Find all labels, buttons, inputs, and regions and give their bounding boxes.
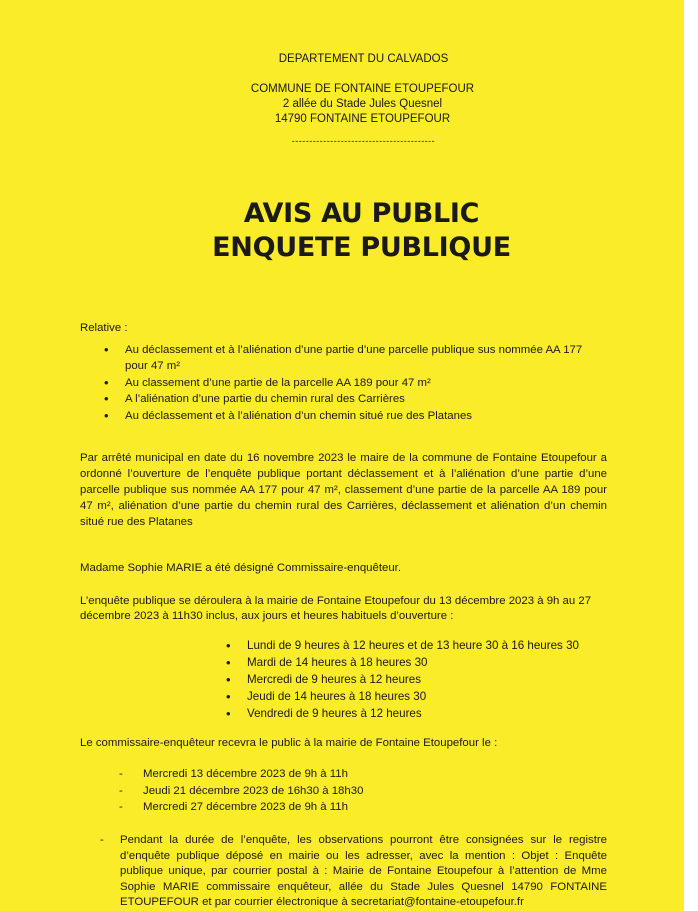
title-line-1: AVIS AU PUBLIC [243, 198, 480, 229]
commissaire-paragraph: Madame Sophie MARIE a été désigné Commissaire-enquêteur. [80, 562, 402, 575]
title-line-2: ENQUETE PUBLIQUE [212, 232, 511, 263]
commune-name: COMMUNE DE FONTAINE ETOUPEFOUR [250, 83, 475, 95]
list-item: • Au classement d’une partie de la parcelle AA 189 pour 47 m² [104, 375, 607, 392]
list-item: • Au déclassement et à l’aliénation d’un chemin situé rue des Platanes [104, 408, 607, 425]
list-item: • Mardi de 14 heures à 18 heures 30 [226, 654, 607, 671]
address-line-2: 14790 FONTAINE ETOUPEFOUR [274, 113, 451, 125]
address-line-1: 2 allée du Stade Jules Quesnel [282, 98, 443, 110]
list-item: • Mercredi de 9 heures à 12 heures [226, 671, 607, 688]
relative-list [80, 342, 607, 425]
list-item: - Mercredi 13 décembre 2023 de 9h à 11h [119, 766, 607, 783]
notice-title [32, 197, 691, 265]
opening-hours-list [80, 637, 607, 722]
list-item: • A l’aliénation d’une partie du chemin rural des Carrières [104, 391, 607, 408]
observations-text: Pendant la durée de l’enquête, les observations pourront être consignées sur le registre d’enquête publique déposé en mairie ou les adresser, avec la mention : Objet : Enquête publique unique, par courrier postal à : Mairie de Fontaine Etoupefour à l’attention de Mme Sophie MARIE commissaire enquêteur, allée du Stade Jules Quesnel 14790 FONTAINE ETOUPEFOUR et par courrier électronique à secretariat@fontaine-etoupefour.fr [120, 833, 607, 909]
list-item: • Au déclassement et à l’aliénation d’une partie d’une parcelle publique sus nommée AA 177 pour 47 m² [104, 342, 607, 375]
separator-line: ----------------------------------------- [291, 136, 436, 146]
list-item: - Jeudi 21 décembre 2023 de 16h30 à 18h30 [119, 783, 607, 800]
relative-label: Relative : [80, 322, 128, 334]
letterhead [0, 52, 691, 127]
page-edge [684, 0, 691, 911]
list-item: • Lundi de 9 heures à 12 heures et de 13 heure 30 à 16 heures 30 [226, 637, 607, 654]
permanences-paragraph: Le commissaire-enquêteur recevra le public à la mairie de Fontaine Etoupefour le : [80, 736, 498, 749]
notice-body [0, 321, 691, 911]
list-item: • Vendredi de 9 heures à 12 heures [226, 705, 607, 722]
arrete-paragraph: Par arrêté municipal en date du 16 novembre 2023 le maire de la commune de Fontaine Etoupefour a ordonné l’ouverture de l’enquête publique portant déclassement et à l’aliénation d’une partie d’une parcelle publique sus nommée AA 177 pour 47 m², classement d’une partie de la parcelle AA 189 pour 47 m², aliénation d’une partie du chemin rural des Carrières, déclassement et aliénation d’un chemin situé rue des Platanes [80, 452, 607, 529]
observations-paragraph [80, 833, 607, 911]
department-name: DEPARTEMENT DU CALVADOS [278, 53, 449, 65]
dash-marker: - [100, 833, 104, 846]
enquete-paragraph: L’enquête publique se déroulera à la mairie de Fontaine Etoupefour du 13 décembre 2023 à 9h au 27 décembre 2023 à 11h30 inclus, aux jours et heures habituels d’ouverture : [80, 594, 592, 623]
permanences-list [80, 766, 607, 816]
list-item: • Jeudi de 14 heures à 18 heures 30 [226, 688, 607, 705]
list-item: - Mercredi 27 décembre 2023 de 9h à 11h [119, 799, 607, 816]
